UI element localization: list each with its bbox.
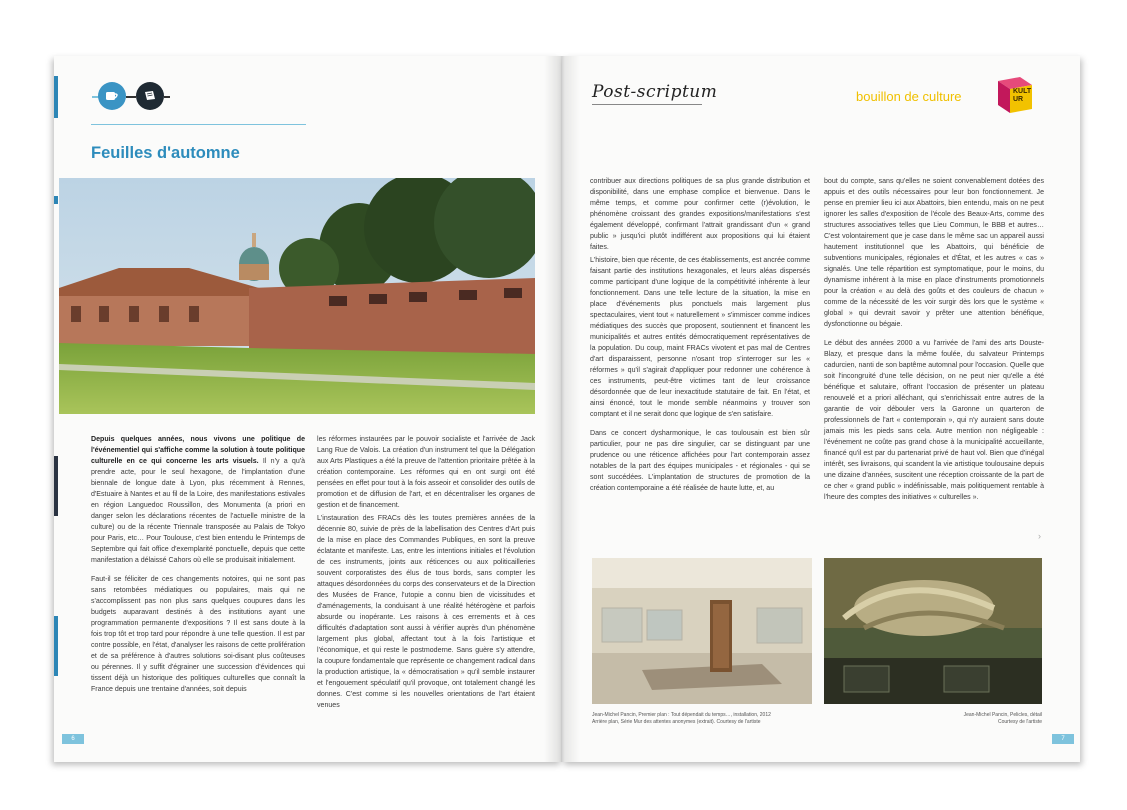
paragraph: Dans ce concert dysharmonique, le cas toulousain est bien sûr particulier, pour ne pas dire singulier, car se distinguant par une prudence ou une réticence affichées pour l'art contemporain assez notables de la part des équipes municipales - et régionales - qui se sont succédées. L'implantation de structures de promotion de la création contemporaine a été réalisée de haute lutte, et, au	[590, 430, 810, 492]
sculpture-photo	[824, 558, 1042, 704]
paragraph: L'histoire, bien que récente, de ces établissements, est ancrée comme faisant partie des institutions hexagonales, et leurs aléas dispersés comme participant d'une logique de la compétitivité inhérente à leur fonctionnement. Dans une telle lecture de la situation, la mise en place d'événements plus ponctuels mais largement plus spectaculaires, vient tout « naturellement » s'immiscer comme indices médiatiques des succès que proposent, soutiennent et financent les municipalités et autres entités démocratiquement représentatives de la population. Du coup, maint FRACs vivotent et pas mal de Centres d'art disparaissent, personne n'osant trop s'interroger sur les « réformes » qu'il s'agirait d'appliquer pour redonner une cohérence à ces instruments, peut-être victimes tant de leur croissance désordonnée que de leur inexactitude statutaire de fait. En l'état, et ainsi énoncé, tout le monde semble néanmoins y trouver son comptant et il ne serait donc que logique de s'en satisfaire.	[590, 257, 810, 418]
magazine-spread	[54, 56, 1080, 762]
page-edge-tab	[54, 456, 58, 516]
page-number: 6	[62, 734, 84, 744]
header-rule	[164, 96, 170, 98]
article-photo-building	[59, 178, 535, 414]
logo-text: KULT UR	[1013, 88, 1032, 103]
text-column-1	[91, 434, 305, 703]
text-column-3	[590, 176, 810, 502]
hand-book-icon	[136, 82, 164, 110]
right-page	[562, 56, 1080, 762]
header-rule-long	[91, 124, 306, 125]
text-column-2	[317, 434, 535, 719]
caption-line: Arrière plan, Série Mur des attentes anonymes (extrait). Courtesy de l'artiste	[592, 719, 761, 725]
paragraph: Le début des années 2000 a vu l'arrivée de l'ami des arts Douste-Blazy, et presque dans la même foulée, du salvateur Printemps cadurcien, nanti de son baptême automnal pour l'occasion. Quelle que soit l'incongruité d'une telle décision, on ne peut nier qu'elle a été bénéfique et salutaire, offrant l'occasion de présenter un plateau renouvelé et a priori alléchant, qui s'enrichissait entre autres de la garantie de voir débouler vers la Garonne un quarteron de professionnels de l'art « contemporain », qui n'y auraient sans doute jamais mis les pieds sans cela. Autre mention non négligeable : l'événement ne coûte pas grand chose à la municipalité accueillante, financé qu'il est par du partenariat privé de haut vol. Bien que d'inégal intérêt, ses livraisons, qui scandent la vie artistique toulousaine depuis une dizaine d'années, suscitent une réception croissante de la part de ce cher « grand public » indéfinissable, mais politiquement rentable à l'heure des comptes des initiatives « culturelles ».	[824, 340, 1044, 501]
paragraph	[91, 434, 305, 566]
paragraph: Faut-il se féliciter de ces changements notoires, qui ne sont pas sans retombées médiatiques ou populaires, mais qui ne s'accomplissent pas non plus sans quelques coupures dans les budgets auparavant destinés à des institutions ayant une programmation permanente d'expositions ? Il est sans doute à la fois trop tôt et trop tard pour répondre à une telle question. Il est par contre possible, en l'état, d'analyser les raisons de cette prolifération et de sa préférence à d'autres solutions soi-disant plus coûteuses ou pérennes. Il y suffit d'égrainer une succession d'évidences qui tissent déjà un historique des politiques culturelles que connaît la France depuis une trentaine d'années, soit depuis	[91, 576, 305, 693]
page-number: 7	[1052, 734, 1074, 744]
paragraph: bout du compte, sans qu'elles ne soient convenablement dotées des appuis et des outils nécessaires pour leur bon fonctionnement. Je pense en premier lieu ici aux Abattoirs, bien entendu, mais on ne peut ignorer les salles d'exposition de l'école des Beaux-Arts, comme des structures associatives telles que Lieu Commun, le BBB et autres… C'est volontairement que je case dans le même sac un appareil aussi hautement institutionnel que les Abattoirs, qui bénéficie de subventions municipales, régionales et d'État, et les autres « cas » signalés. Une telle répartition est symptomatique, pour le moins, du dynamisme inhérent à la mise en place d'instruments promotionnels pour la création « au delà des goûts et des couleurs de chacun » comme de la nécessité de les voir surgir dès lors que le système « global » qui devrait savoir y prêter une attention bénéfique, dysfonctionne ou bégaie.	[824, 178, 1044, 328]
page-edge-tab	[54, 76, 58, 118]
header-rule	[126, 96, 136, 98]
caption-line: Jean-Michel Pancin, Pelicles, détail	[963, 712, 1042, 718]
photo-caption-right	[892, 712, 1042, 726]
photo-caption-left	[592, 712, 832, 726]
left-page	[54, 56, 562, 762]
paragraph: les réformes instaurées par le pouvoir socialiste et l'arrivée de Jack Lang Rue de Valois. La création d'un instrument tel que la Délégation aux Arts Plastiques a été la preuve de l'attention prioritaire prêtée à la création contemporaine. Les réformes qui en ont surgi ont été pensées en effet pour tout à la fois asseoir et consolider des outils de promotion et de diffusion de l'art, et en décentraliser les organes de gestion et de financement.	[317, 436, 535, 509]
lead-sentence: Depuis quelques années, nous vivons une politique de l'événementiel qui s'affiche comme la solution à toute politique culturelle en ce qui concerne les arts visuels.	[91, 436, 305, 465]
page-edge-tab	[54, 616, 58, 676]
installation-photo	[592, 558, 812, 704]
paragraph: L'instauration des FRACs dès les toutes premières années de la décennie 80, suivie de près de la labellisation des Centres d'Art puis de la mise en place des Commandes Publiques, en sont la preuve éclatante et manifeste. Las, entre les intentions initiales et l'évolution de ces instruments, joints aux réticences ou aux politicailleries souvent corporatistes des élus de tous bords, sans compter les attaques désordonnées du corps des conservateurs et de la Direction des Musées de France, l'utopie a connu bien de vicissitudes et d'aménagements, la conduisant à une réalité hétérogène et parfois absurde ou inopérante. Les raisons à ces errements et à ces difficultés d'adaptation sont aussi à vérifier auprès d'un phénomène largement plus global, affectant tout à la fois l'artistique et l'économique, et qui reste le postmoderne. Sans guère s'y attendre, la coupure fondamentale que représente ce changement radical dans la production artistique, la « démocratisation » qu'il semble instaurer et l'engouement spéculatif qu'il provoque, ont totalement changé les donnes. C'est comme si les nouvelles orientations de l'art étaient venues	[317, 515, 535, 709]
text-column-4	[824, 176, 1044, 511]
article-title: Feuilles d'automne	[91, 144, 240, 162]
section-tagline: bouillon de culture	[856, 89, 962, 104]
kultur-logo	[994, 73, 1036, 115]
next-page-arrow-icon: ›	[1038, 531, 1041, 541]
caption-line: Courtesy de l'artiste	[997, 719, 1042, 725]
section-title: Post-scriptum	[592, 82, 718, 102]
caption-line: Jean-Michel Pancin, Premier plan : Tout dépendait du temps…, installation, 2012	[592, 712, 771, 718]
paragraph-body: Il n'y a qu'à prendre acte, pour le seul hexagone, de l'implantation d'une biennale de longue date à Lyon, plus récemment à Rennes, d'Estuaire à Nantes et au fil de la Loire, des manifestations estivales en région Languedoc Roussillon, des Monumenta (a priori en danger selon les déclarations récentes de l'actuelle ministre de la culture) ou de la récente Triennale transposée au Palais de Tokyo pour Paris, etc… Pour Toulouse, c'est bien entendu le Printemps de Septembre qui fait office d'exemplarité ponctuelle, depuis que cette manifestation a délaissé Cahors où elle se produisait initialement.	[91, 458, 306, 564]
coffee-cup-icon	[98, 82, 126, 110]
page-edge-tab	[54, 196, 58, 204]
header-rule	[592, 104, 702, 105]
paragraph: contribuer aux directions politiques de sa plus grande distribution et disponibilité, dans une emphase complice et bienvenue. Dans le même temps, et comme pour confirmer cette (r)évolution, le phénomène croissant des grandes expositions/manifestations s'est également développé, confirmant l'attrait grandissant d'un « grand public » jusqu'ici plutôt indifférent aux propositions qui lui étaient faites.	[590, 178, 810, 251]
